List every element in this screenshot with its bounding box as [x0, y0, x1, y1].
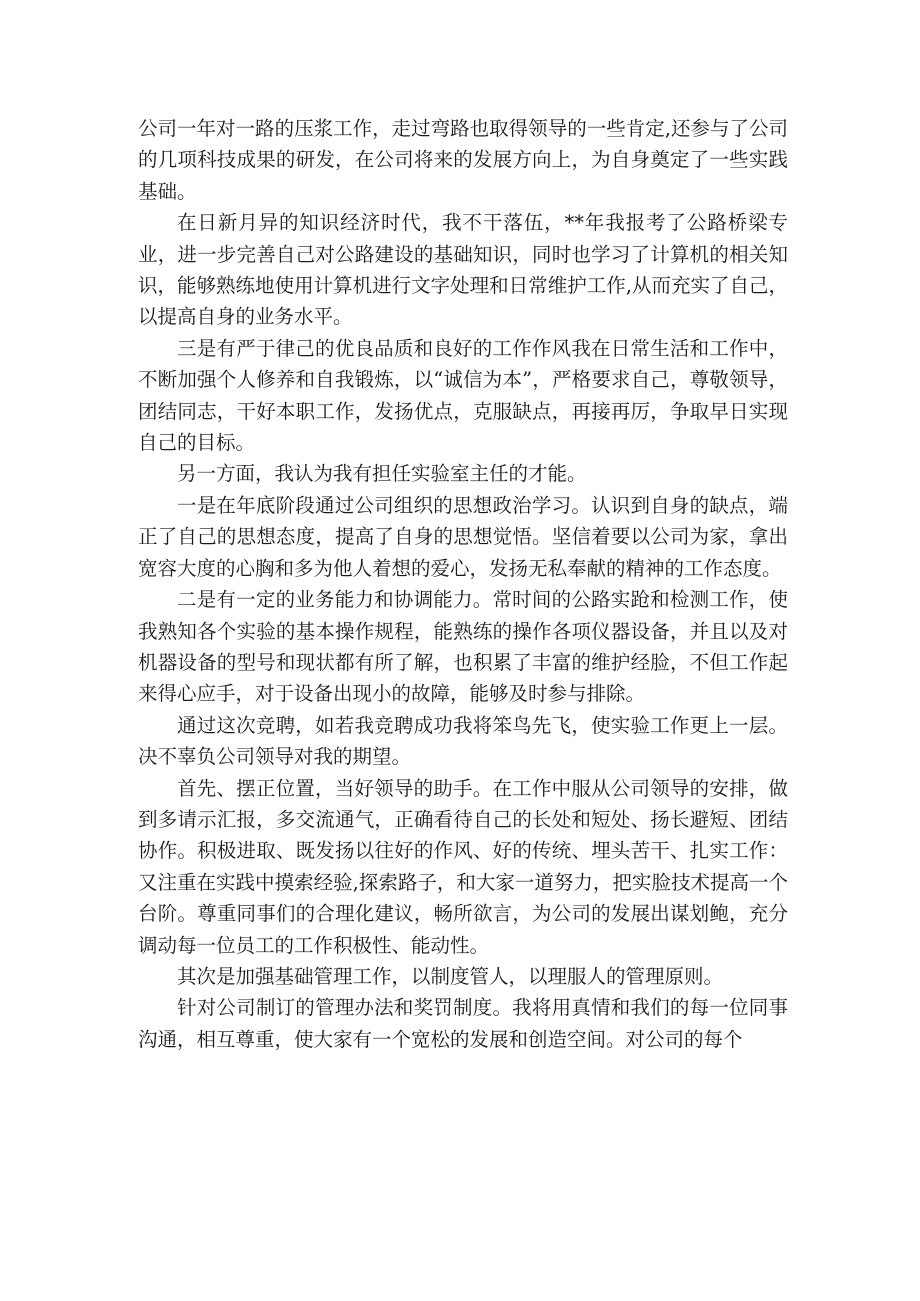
paragraph-1: 公司一年对一路的压浆工作，走过弯路也取得领导的一些肯定,还参与了公司的几项科技成果的研发，在公司将来的发展方向上，为自身奠定了一些实践基础。 [138, 117, 788, 203]
paragraph-7: 通过这次竞聘，如若我竞聘成功我将笨鸟先飞，使实验工作更上一层。决不辜负公司领导对我的期望。 [138, 713, 788, 769]
paragraph-10: 针对公司制订的管理办法和奖罚制度。我将用真情和我们的每一位同事沟通，相互尊重，使大家有一个宽松的发展和创造空间。对公司的每个 [138, 996, 788, 1051]
paragraph-5: 一是在年底阶段通过公司组织的思想政治学习。认识到自身的缺点，端正了自己的思想态度，提高了自身的思想觉悟。坚信着要以公司为家，拿出宽容大度的心胸和多为他人着想的爱心，发扬无私奉献的精神的工作态度。 [138, 493, 788, 580]
paragraph-2: 在日新月异的知识经济时代，我不干落伍，**年我报考了公路桥梁专业，进一步完善自己对公路建设的基础知识，同时也学习了计算机的相关知识，能够熟练地使用计算机进行文字处理和日常维护工作,从而充实了自己，以提高自身的业务水平。 [138, 211, 788, 329]
paragraph-6: 二是有一定的业务能力和协调能力。常时间的公路实跄和检测工作，使我熟知各个实验的基本操作规程，能熟练的操作各项仪器设备，并且以及对机器设备的型号和现状都有所了解，也积累了丰富的维护经脸，不但工作起来得心应手，对于设备出现小的故障，能够及时参与排除。 [138, 588, 788, 706]
paragraph-4: 另一方面，我认为我有担任实验室主任的才能。 [177, 462, 587, 486]
paragraph-8: 首先、摆正位置，当好领导的助手。在工作中服从公司领导的安排，做到多请示汇报，多交流通气，正确看待自己的长处和短处、扬长避短、团结协作。积极进取、既发扬以往好的作风、好的传统、埋头苦干、扎实工作：又注重在实践中摸索经验,探索路子，和大家一道努力，把实脸技术提高一个台阶。尊重同事们的合理化建议，畅所欲言，为公司的发展出谋划鲍，充分调动每一位员工的工作积极性、能动性。 [138, 776, 788, 957]
paragraph-9: 其次是加强基础管理工作，以制度管人，以理服人的管理原则。 [177, 964, 724, 988]
paragraph-3: 三是有严于律己的优良品质和良好的工作作风我在日常生活和工作中，不断加强个人修养和自我锻炼，以“诚信为本”，严格要求自己，尊敬领导，团结同志，干好本职工作，发扬优点，克服缺点，再接再厉，争取早日实现自己的目标。 [138, 336, 788, 455]
document-body [138, 113, 788, 1055]
